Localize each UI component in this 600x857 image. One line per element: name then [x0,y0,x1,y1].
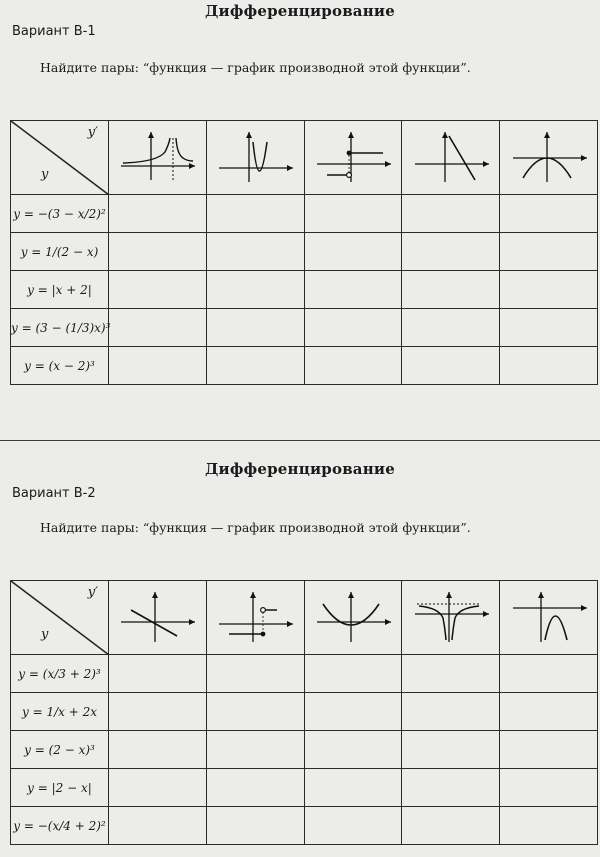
function-label: y = −(x/4 + 2)² [13,818,106,833]
header-y-prime: y′ [87,125,98,140]
answer-cell[interactable] [500,309,598,347]
parabola-up-icon [313,588,393,644]
section-divider [0,440,600,441]
answer-cell[interactable] [304,309,402,347]
answer-cell[interactable] [206,769,304,807]
answer-cell[interactable] [109,655,207,693]
section2-variant: Вариант В-2 [12,486,96,501]
table-row [11,769,598,807]
answer-cell[interactable] [304,271,402,309]
section1-task: Найдите пары: “функция — график производной этой функции”. [40,60,471,75]
section1-variant: Вариант В-1 [12,24,96,39]
function-label: y = 1/x + 2x [22,704,97,719]
answer-cell[interactable] [402,655,500,693]
answer-cell[interactable] [500,769,598,807]
parabola-down-icon [509,128,589,184]
answer-cell[interactable] [500,195,598,233]
answer-cell[interactable] [402,347,500,385]
table-header-row [11,581,598,655]
answer-cell[interactable] [500,655,598,693]
answer-cell[interactable] [304,769,402,807]
answer-cell[interactable] [109,347,207,385]
answer-cell[interactable] [206,731,304,769]
answer-cell[interactable] [402,309,500,347]
hyperbola-asymptote-icon [117,128,197,184]
answer-cell[interactable] [402,693,500,731]
answer-cell[interactable] [206,693,304,731]
parabola-down-icon [509,588,589,644]
answer-cell[interactable] [402,271,500,309]
answer-cell[interactable] [304,655,402,693]
table-header-row [11,121,598,195]
step-jump-icon [313,128,393,184]
answer-cell[interactable] [402,769,500,807]
function-cell [11,233,109,271]
answer-cell[interactable] [500,807,598,845]
function-label: y = (x/3 + 2)³ [18,666,101,681]
graph-cell [206,581,304,655]
answer-cell[interactable] [304,693,402,731]
function-label: y = |2 − x| [27,780,92,795]
graph-cell [109,121,207,195]
section1-matching-table [10,120,598,385]
graph-cell [304,581,402,655]
table-row [11,807,598,845]
answer-cell[interactable] [304,347,402,385]
table-row [11,693,598,731]
function-cell [11,769,109,807]
function-label: y = (2 − x)³ [24,742,95,757]
answer-cell[interactable] [402,807,500,845]
table-row [11,271,598,309]
header-y: y [41,627,49,642]
function-cell [11,271,109,309]
corner-cell [11,121,109,195]
graph-cell [304,121,402,195]
section2-matching-table [10,580,598,845]
section2-title: Дифференцирование [205,460,395,478]
answer-cell[interactable] [500,347,598,385]
function-cell [11,655,109,693]
answer-cell[interactable] [109,731,207,769]
answer-cell[interactable] [109,233,207,271]
function-label: y = (3 − (1/3)x)³ [11,320,111,335]
answer-cell[interactable] [206,271,304,309]
answer-cell[interactable] [109,271,207,309]
answer-cell[interactable] [304,233,402,271]
table-row [11,233,598,271]
answer-cell[interactable] [304,807,402,845]
table-row [11,309,598,347]
answer-cell[interactable] [109,693,207,731]
table-row [11,347,598,385]
answer-cell[interactable] [304,195,402,233]
graph-cell [500,581,598,655]
graph-cell [500,121,598,195]
table-row [11,731,598,769]
graph-cell [402,581,500,655]
graph-cell [402,121,500,195]
graph-cell [109,581,207,655]
answer-cell[interactable] [304,731,402,769]
answer-cell[interactable] [109,309,207,347]
function-cell [11,731,109,769]
answer-cell[interactable] [500,233,598,271]
function-label: y = |x + 2| [27,282,92,297]
answer-cell[interactable] [206,655,304,693]
answer-cell[interactable] [206,233,304,271]
answer-cell[interactable] [109,195,207,233]
header-y-prime: y′ [87,585,98,600]
parabola-up-icon [215,128,295,184]
falling-line-icon [117,588,197,644]
answer-cell[interactable] [206,195,304,233]
answer-cell[interactable] [109,769,207,807]
answer-cell[interactable] [206,309,304,347]
function-label: y = 1/(2 − x) [20,244,99,259]
graph-cell [206,121,304,195]
answer-cell[interactable] [500,271,598,309]
answer-cell[interactable] [402,195,500,233]
function-label: y = (x − 2)³ [24,358,95,373]
answer-cell[interactable] [402,731,500,769]
table-row [11,655,598,693]
answer-cell[interactable] [206,807,304,845]
function-cell [11,807,109,845]
answer-cell[interactable] [206,347,304,385]
answer-cell[interactable] [402,233,500,271]
section2-task: Найдите пары: “функция — график производной этой функции”. [40,520,471,535]
function-cell [11,309,109,347]
corner-cell [11,581,109,655]
reciprocal-square-icon [411,588,491,644]
falling-line-icon [411,128,491,184]
table-row [11,195,598,233]
function-cell [11,347,109,385]
function-cell [11,195,109,233]
section1-title: Дифференцирование [205,2,395,20]
header-y: y [41,167,49,182]
answer-cell[interactable] [109,807,207,845]
function-label: y = −(3 − x/2)² [13,206,106,221]
function-cell [11,693,109,731]
answer-cell[interactable] [500,731,598,769]
answer-cell[interactable] [500,693,598,731]
step-jump-icon [215,588,295,644]
